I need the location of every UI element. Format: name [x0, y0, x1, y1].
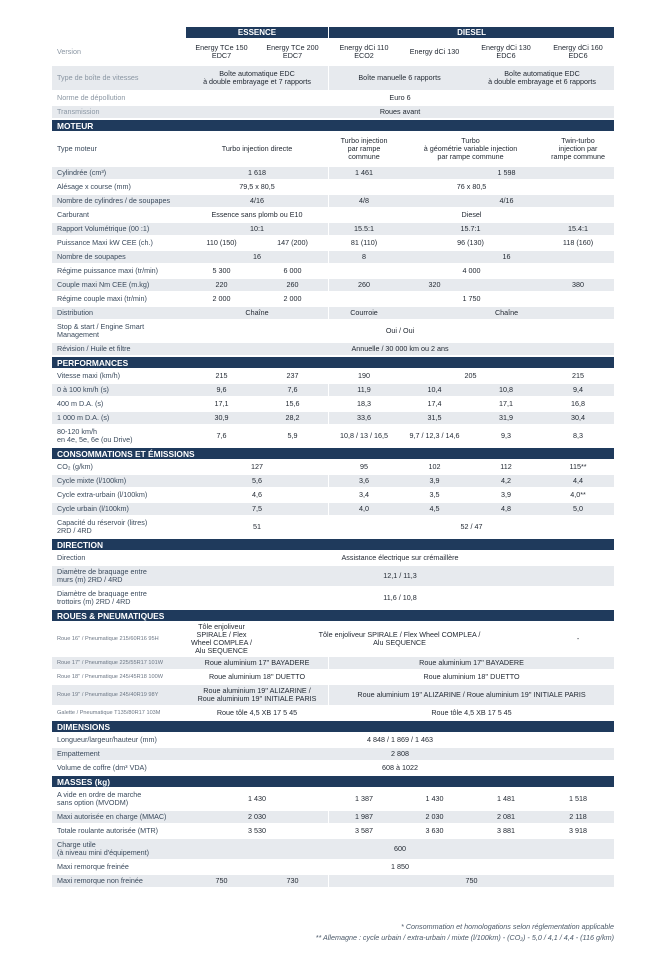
value-cell: 10,8 [470, 384, 542, 396]
value-cell: 1 598 [399, 167, 614, 179]
footnotes [316, 921, 614, 943]
row-label: A vide en ordre de marche sans option (MVODM) [52, 789, 186, 809]
value-cell: 28,2 [257, 412, 328, 424]
value-cell: Assistance électrique sur crémaillère [186, 552, 614, 564]
spec-row [52, 209, 614, 221]
value-cell: 7,6 [257, 384, 328, 396]
row-label: Volume de coffre (dm³ VDA) [52, 762, 186, 774]
value-cell: Roue aluminium 18'' DUETTO [328, 671, 614, 683]
spec-row [52, 293, 614, 305]
value-cell: 4,0 [328, 503, 399, 515]
value-cell: 260 [257, 279, 328, 291]
spec-row [52, 475, 614, 487]
spec-row [52, 875, 614, 887]
value-cell: Roue aluminium 17'' BAYADERE [328, 657, 614, 669]
value-cell: 11,9 [328, 384, 399, 396]
value-cell: 102 [399, 461, 470, 473]
row-label: Régime couple maxi (tr/min) [52, 293, 186, 305]
value-cell: 16 [399, 251, 614, 263]
spec-row [52, 734, 614, 746]
spec-row [52, 412, 614, 424]
spec-row [52, 825, 614, 837]
value-cell: Turbo injection directe [186, 133, 328, 165]
diesel-header: DIESEL [328, 27, 614, 38]
row-label: Charge utile (à niveau mini d'équipement) [52, 839, 186, 859]
value-cell: 2 000 [257, 293, 328, 305]
section-header-moteur [52, 120, 614, 131]
value-cell: 4 848 / 1 869 / 1 463 [186, 734, 614, 746]
row-label: Longueur/largeur/hauteur (mm) [52, 734, 186, 746]
row-label: Cylindrée (cm³) [52, 167, 186, 179]
value-cell: 7,5 [186, 503, 328, 515]
value-cell: 730 [257, 875, 328, 887]
spec-row [52, 370, 614, 382]
value-cell: 16 [186, 251, 328, 263]
value-cell: Annuelle / 30 000 km ou 2 ans [186, 343, 614, 355]
footnote-2: ** Allemagne : cycle urbain / extra-urbain / mixte (l/100km) - (CO₂) - 5,0 / 4,1 / 4,4 - (116 g/km) [315, 933, 614, 942]
value-cell: 3 587 [328, 825, 399, 837]
value-cell: 6 000 [257, 265, 328, 277]
value-cell: 1 387 [328, 789, 399, 809]
value-cell: 600 [186, 839, 614, 859]
value-cell: 2 000 [186, 293, 257, 305]
value-cell: 215 [186, 370, 257, 382]
section-header-dimensions [52, 721, 614, 732]
value-cell: 1 481 [470, 789, 542, 809]
value-cell: 3 530 [186, 825, 328, 837]
value-cell: 190 [328, 370, 399, 382]
spec-row [52, 839, 614, 859]
value-cell: Turbo injection par rampe commune [328, 133, 399, 165]
value-cell: 3 881 [470, 825, 542, 837]
value-cell: 52 / 47 [328, 517, 614, 537]
section-title: PERFORMANCES [52, 357, 614, 368]
value-cell: Turbo à géométrie variable injection par rampe commune [399, 133, 542, 165]
section-title: DIMENSIONS [52, 721, 614, 732]
value-cell: 3,6 [328, 475, 399, 487]
value-cell: Energy dCi 160 EDC6 [542, 40, 614, 64]
spec-row [52, 265, 614, 277]
value-cell: 76 x 80,5 [328, 181, 614, 193]
row-label: Maxi remorque freinée [52, 861, 186, 873]
value-cell: 147 (200) [257, 237, 328, 249]
row-label: Maxi remorque non freinée [52, 875, 186, 887]
value-cell: Boîte automatique EDC à double embrayage et 6 rapports [470, 66, 614, 90]
value-cell: 4,2 [470, 475, 542, 487]
row-label: 400 m D.A. (s) [52, 398, 186, 410]
row-label: Vitesse maxi (km/h) [52, 370, 186, 382]
section-title: CONSOMMATIONS ET ÉMISSIONS [52, 448, 614, 459]
row-label: Stop & start / Engine Smart Management [52, 321, 186, 341]
row-label: Totale roulante autorisée (MTR) [52, 825, 186, 837]
value-cell: 3,5 [399, 489, 470, 501]
value-cell: - [542, 623, 614, 655]
value-cell: 10,4 [399, 384, 470, 396]
row-label: Roue 17'' / Pneumatique 225/55R17 101W [52, 657, 186, 669]
value-cell: Oui / Oui [186, 321, 614, 341]
value-cell: Roue aluminium 17'' BAYADERE [186, 657, 328, 669]
value-cell: 33,6 [328, 412, 399, 424]
value-cell: 380 [542, 279, 614, 291]
value-cell: 9,6 [186, 384, 257, 396]
value-cell: 2 030 [186, 811, 328, 823]
row-label: Rapport Volumétrique (00 :1) [52, 223, 186, 235]
value-cell: 16,8 [542, 398, 614, 410]
value-cell: 9,3 [470, 426, 542, 446]
spec-row [52, 789, 614, 809]
row-label: CO₂ (g/km) [52, 461, 186, 473]
row-label: Type moteur [52, 133, 186, 165]
value-cell: Chaîne [186, 307, 328, 319]
spec-row [52, 106, 614, 118]
spec-row [52, 811, 614, 823]
row-label: Empattement [52, 748, 186, 760]
spec-row [52, 461, 614, 473]
spec-row [52, 66, 614, 90]
value-cell: 1 461 [328, 167, 399, 179]
value-cell: Energy dCi 110 ECO2 [328, 40, 399, 64]
value-cell: 5,9 [257, 426, 328, 446]
value-cell: 2 808 [186, 748, 614, 760]
value-cell: 5,0 [542, 503, 614, 515]
value-cell: 2 081 [470, 811, 542, 823]
row-label: Alésage x course (mm) [52, 181, 186, 193]
row-label: Version [52, 40, 186, 64]
value-cell: Courroie [328, 307, 399, 319]
spec-row [52, 503, 614, 515]
row-label: Norme de dépollution [52, 92, 186, 104]
value-cell: Energy dCi 130 EDC6 [470, 40, 542, 64]
section-title: DIRECTION [52, 539, 614, 550]
value-cell: 1 850 [186, 861, 614, 873]
row-label: Régime puissance maxi (tr/min) [52, 265, 186, 277]
value-cell: 18,3 [328, 398, 399, 410]
row-label: Couple maxi Nm CEE (m.kg) [52, 279, 186, 291]
spec-row [52, 343, 614, 355]
value-cell: 1 618 [186, 167, 328, 179]
value-cell: 4,5 [399, 503, 470, 515]
value-cell: 17,1 [186, 398, 257, 410]
value-cell: 320 [399, 279, 470, 291]
value-cell: 30,4 [542, 412, 614, 424]
spec-row [52, 517, 614, 537]
value-cell: 96 (130) [399, 237, 542, 249]
value-cell: Roue tôle 4,5 XB 17 5 45 [328, 707, 614, 719]
value-cell: 750 [186, 875, 257, 887]
section-header-roues-pneumatiques [52, 610, 614, 621]
value-cell: 15.4:1 [542, 223, 614, 235]
row-label: Roue 18'' / Pneumatique 245/45R18 100W [52, 671, 186, 683]
row-label: Nombre de cylindres / de soupapes [52, 195, 186, 207]
value-cell: 3 918 [542, 825, 614, 837]
row-label: Cycle extra-urbain (l/100km) [52, 489, 186, 501]
value-cell: 17,1 [470, 398, 542, 410]
spec-row [52, 384, 614, 396]
value-cell: 220 [186, 279, 257, 291]
value-cell: 3,9 [470, 489, 542, 501]
value-cell: Energy dCi 130 [399, 40, 470, 64]
value-cell: 4/8 [328, 195, 399, 207]
value-cell: 1 987 [328, 811, 399, 823]
spec-row [52, 237, 614, 249]
row-label: Maxi autorisée en charge (MMAC) [52, 811, 186, 823]
value-cell: 17,4 [399, 398, 470, 410]
spec-row [52, 181, 614, 193]
section-title: ROUES & PNEUMATIQUES [52, 610, 614, 621]
value-cell: 5 300 [186, 265, 257, 277]
value-cell: Boîte automatique EDC à double embrayage et 7 rapports [186, 66, 328, 90]
value-cell: 4,8 [470, 503, 542, 515]
value-cell: 9,7 / 12,3 / 14,6 [399, 426, 470, 446]
value-cell: 2 118 [542, 811, 614, 823]
value-cell: 4/16 [186, 195, 328, 207]
spec-row [52, 566, 614, 586]
row-label: Révision / Huile et filtre [52, 343, 186, 355]
row-label: Direction [52, 552, 186, 564]
value-cell: Roue aluminium 19'' ALIZARINE / Roue aluminium 19'' INITIALE PARIS [186, 685, 328, 705]
footnote-1: * Consommation et homologations selon réglementation applicable [401, 922, 614, 931]
spec-row [52, 167, 614, 179]
value-cell: 8,3 [542, 426, 614, 446]
value-cell: 31,9 [470, 412, 542, 424]
spec-row [52, 251, 614, 263]
value-cell: 5,6 [186, 475, 328, 487]
section-header-performances [52, 357, 614, 368]
header-blank [52, 27, 186, 38]
value-cell: 112 [470, 461, 542, 473]
value-cell: 118 (160) [542, 237, 614, 249]
value-cell: 3 630 [399, 825, 470, 837]
value-cell: Boîte manuelle 6 rapports [328, 66, 470, 90]
row-label: Roue 16'' / Pneumatique 215/60R16 95H [52, 623, 186, 655]
value-cell: 9,4 [542, 384, 614, 396]
value-cell: 110 (150) [186, 237, 257, 249]
spec-row [52, 223, 614, 235]
spec-table [52, 25, 614, 889]
value-cell: 4,0** [542, 489, 614, 501]
value-cell: 15.7:1 [399, 223, 542, 235]
row-label: 1 000 m D.A. (s) [52, 412, 186, 424]
value-cell: 1 518 [542, 789, 614, 809]
value-cell: 11,6 / 10,8 [186, 588, 614, 608]
value-cell: Essence sans plomb ou E10 [186, 209, 328, 221]
value-cell: 115** [542, 461, 614, 473]
value-cell: 30,9 [186, 412, 257, 424]
value-cell: Roues avant [186, 106, 614, 118]
value-cell: 8 [328, 251, 399, 263]
row-label: Transmission [52, 106, 186, 118]
row-label: Cycle mixte (l/100km) [52, 475, 186, 487]
section-header-consommations-et-emissions [52, 448, 614, 459]
row-label: Diamètre de braquage entre murs (m) 2RD / 4RD [52, 566, 186, 586]
value-cell: 3,9 [399, 475, 470, 487]
value-cell: 2 030 [399, 811, 470, 823]
value-cell: Euro 6 [186, 92, 614, 104]
section-header-direction [52, 539, 614, 550]
spec-row [52, 398, 614, 410]
spec-row [52, 657, 614, 669]
row-label: Carburant [52, 209, 186, 221]
value-cell: Roue aluminium 19'' ALIZARINE / Roue aluminium 19'' INITIALE PARIS [328, 685, 614, 705]
value-cell: 81 (110) [328, 237, 399, 249]
value-cell: 12,1 / 11,3 [186, 566, 614, 586]
row-label: Cycle urbain (l/100km) [52, 503, 186, 515]
row-label: Galette / Pneumatique T135/80R17 103M [52, 707, 186, 719]
spec-table-container [52, 25, 614, 889]
spec-row [52, 552, 614, 564]
essence-header: ESSENCE [186, 27, 328, 38]
value-cell: 10,8 / 13 / 16,5 [328, 426, 399, 446]
spec-row [52, 279, 614, 291]
value-cell: 79,5 x 80,5 [186, 181, 328, 193]
value-cell: 31,5 [399, 412, 470, 424]
spec-row [52, 671, 614, 683]
value-cell: 205 [399, 370, 542, 382]
spec-row [52, 623, 614, 655]
value-cell [470, 279, 542, 291]
value-cell: Twin-turbo injection par rampe commune [542, 133, 614, 165]
spec-row [52, 685, 614, 705]
value-cell: 215 [542, 370, 614, 382]
value-cell: 7,6 [186, 426, 257, 446]
value-cell: 4/16 [399, 195, 614, 207]
spec-row [52, 426, 614, 446]
value-cell: Roue aluminium 18'' DUETTO [186, 671, 328, 683]
value-cell: 1 430 [186, 789, 328, 809]
spec-row [52, 762, 614, 774]
spec-row [52, 307, 614, 319]
row-label: 80-120 km/h en 4e, 5e, 6e (ou Drive) [52, 426, 186, 446]
spec-row [52, 588, 614, 608]
value-cell: 4 000 [328, 265, 614, 277]
value-cell: 4,4 [542, 475, 614, 487]
spec-row [52, 195, 614, 207]
section-header-masses-kg [52, 776, 614, 787]
value-cell: Roue tôle 4,5 XB 17 5 45 [186, 707, 328, 719]
fuel-header-row [52, 27, 614, 38]
value-cell: 750 [328, 875, 614, 887]
row-label: Type de boîte de vitesses [52, 66, 186, 90]
value-cell: 1 750 [328, 293, 614, 305]
spec-row [52, 707, 614, 719]
value-cell: 260 [328, 279, 399, 291]
section-title: MOTEUR [52, 120, 614, 131]
value-cell: 608 à 1022 [186, 762, 614, 774]
row-label: Distribution [52, 307, 186, 319]
value-cell: 95 [328, 461, 399, 473]
spec-row [52, 861, 614, 873]
spec-row [52, 748, 614, 760]
spec-row [52, 489, 614, 501]
value-cell: 237 [257, 370, 328, 382]
value-cell: Chaîne [399, 307, 614, 319]
section-title: MASSES (kg) [52, 776, 614, 787]
row-label: Capacité du réservoir (litres) 2RD / 4RD [52, 517, 186, 537]
value-cell: 10:1 [186, 223, 328, 235]
value-cell: Energy TCe 200 EDC7 [257, 40, 328, 64]
spec-row [52, 40, 614, 64]
value-cell: 127 [186, 461, 328, 473]
value-cell: Energy TCe 150 EDC7 [186, 40, 257, 64]
row-label: Nombre de soupapes [52, 251, 186, 263]
spec-row [52, 92, 614, 104]
row-label: Roue 19'' / Pneumatique 245/40R19 98Y [52, 685, 186, 705]
row-label: Diamètre de braquage entre trottoirs (m) 2RD / 4RD [52, 588, 186, 608]
value-cell: 51 [186, 517, 328, 537]
value-cell: 3,4 [328, 489, 399, 501]
spec-row [52, 321, 614, 341]
row-label: Puissance Maxi kW CEE (ch.) [52, 237, 186, 249]
spec-row [52, 133, 614, 165]
value-cell: Tôle enjoliveur SPIRALE / Flex Wheel COMPLEA / Alu SEQUENCE [186, 623, 257, 655]
row-label: 0 à 100 km/h (s) [52, 384, 186, 396]
value-cell: 4,6 [186, 489, 328, 501]
value-cell: 15,6 [257, 398, 328, 410]
value-cell: 15.5:1 [328, 223, 399, 235]
value-cell: Tôle enjoliveur SPIRALE / Flex Wheel COMPLEA / Alu SEQUENCE [257, 623, 542, 655]
value-cell: 1 430 [399, 789, 470, 809]
value-cell: Diesel [328, 209, 614, 221]
